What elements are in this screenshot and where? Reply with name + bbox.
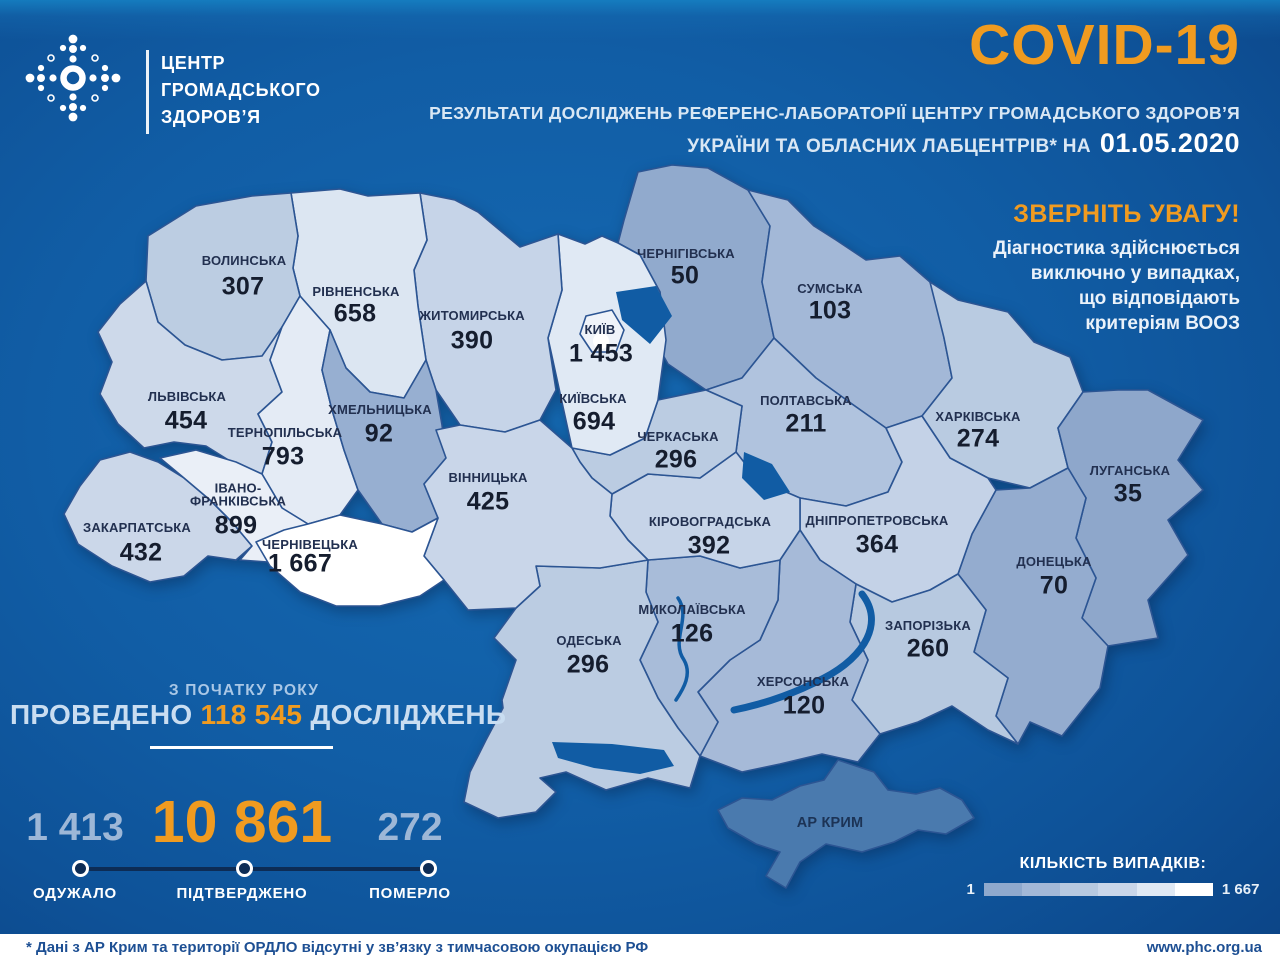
region-name-dnipro: ДНІПРОПЕТРОВСЬКА xyxy=(805,512,949,528)
region-name-luhansk: ЛУГАНСЬКА xyxy=(1089,462,1171,478)
region-crimea xyxy=(718,760,974,888)
stats-divider xyxy=(150,746,333,749)
region-value-lviv: 454 xyxy=(164,406,208,435)
logo-line-1: ЦЕНТР xyxy=(161,53,226,73)
tests-prefix: ПРОВЕДЕНО xyxy=(10,699,193,730)
region-name-kyiv_city: КИЇВ xyxy=(584,321,616,337)
region-value-sumy: 103 xyxy=(808,296,852,325)
timeline-dot-recovered xyxy=(72,860,89,877)
region-value-kyiv_obl: 694 xyxy=(572,407,616,436)
tests-suffix: ДОСЛІДЖЕНЬ xyxy=(310,699,507,730)
logo-line-2: ГРОМАДСЬКОГО xyxy=(161,80,321,100)
region-value-kirovohrad: 392 xyxy=(687,531,731,560)
region-value-rivne: 658 xyxy=(333,299,377,328)
region-value-vinnytsia: 425 xyxy=(466,487,510,516)
region-name-zhytomyr: ЖИТОМИРСЬКА xyxy=(419,307,525,323)
region-name-chernivtsi: ЧЕРНІВЕЦЬКА xyxy=(262,536,358,552)
region-name-chernihiv: ЧЕРНІГІВСЬКА xyxy=(637,245,735,261)
region-value-chernihiv: 50 xyxy=(670,261,700,290)
region-name-sumy: СУМСЬКА xyxy=(797,280,863,296)
legend-color-step xyxy=(984,883,1022,896)
region-value-odesa: 296 xyxy=(566,650,610,679)
legend-max: 1 667 xyxy=(1221,881,1260,898)
region-name-crimea: АР КРИМ xyxy=(796,814,864,831)
legend-color-step xyxy=(1060,883,1098,896)
tests-line xyxy=(10,699,507,731)
legend-color-step xyxy=(1175,883,1213,896)
page-title: COVID-19 xyxy=(969,13,1240,77)
region-name-zaporizhzhia: ЗАПОРІЗЬКА xyxy=(885,617,971,633)
subtitle-line-2-text: УКРАЇНИ ТА ОБЛАСНИХ ЛАБЦЕНТРІВ* НА xyxy=(687,136,1091,157)
region-name-rivne: РІВНЕНСЬКА xyxy=(312,283,400,299)
region-value-ternopil: 793 xyxy=(261,442,305,471)
website-link[interactable]: www.phc.org.ua xyxy=(1146,938,1262,956)
legend-gradient-bar xyxy=(984,883,1213,896)
region-name-lviv: ЛЬВІВСЬКА xyxy=(147,388,227,404)
region-value-ivano: 899 xyxy=(214,511,258,540)
attention-line: виключно у випадках, xyxy=(1030,263,1240,284)
region-name-donetsk: ДОНЕЦЬКА xyxy=(1016,553,1092,569)
region-value-khmelnytskyi: 92 xyxy=(364,419,394,448)
legend-color-step xyxy=(1098,883,1136,896)
died-label: ПОМЕРЛО xyxy=(369,885,451,902)
region-value-volyn: 307 xyxy=(221,272,265,301)
legend-row xyxy=(948,881,1278,898)
region-value-zakarpattia: 432 xyxy=(119,538,163,567)
report-date: 01.05.2020 xyxy=(1099,128,1240,158)
region-name-poltava: ПОЛТАВСЬКА xyxy=(760,392,852,408)
region-name-kharkiv: ХАРКІВСЬКА xyxy=(935,408,1021,424)
region-name-kherson: ХЕРСОНСЬКА xyxy=(756,673,850,689)
tests-count: 118 545 xyxy=(200,699,303,730)
region-name-cherkasy: ЧЕРКАСЬКА xyxy=(637,428,719,444)
attention-block xyxy=(993,200,1240,336)
region-value-dnipro: 364 xyxy=(855,530,899,559)
region-name-kirovohrad: КІРОВОГРАДСЬКА xyxy=(648,513,772,529)
region-name-ivano: ІВАНО- ФРАНКІВСЬКА xyxy=(189,480,287,508)
region-value-zhytomyr: 390 xyxy=(450,326,494,355)
region-value-mykolaiv: 126 xyxy=(670,619,714,648)
legend-color-step xyxy=(1022,883,1060,896)
region-name-mykolaiv: МИКОЛАЇВСЬКА xyxy=(638,601,746,617)
recovered-label: ОДУЖАЛО xyxy=(32,885,118,902)
region-value-cherkasy: 296 xyxy=(654,445,698,474)
region-value-kharkiv: 274 xyxy=(956,424,1000,453)
region-value-zaporizhzhia: 260 xyxy=(906,634,950,663)
footer-note: * Дані з АР Крим та території ОРДЛО відсутні у зв’язку з тимчасовою окупацією РФ xyxy=(26,938,649,956)
logo-line-3: ЗДОРОВ’Я xyxy=(161,107,261,127)
attention-line: що відповідають xyxy=(1078,288,1240,309)
timeline-dot-confirmed xyxy=(236,860,253,877)
subtitle-line-1: РЕЗУЛЬТАТИ ДОСЛІДЖЕНЬ РЕФЕРЕНС-ЛАБОРАТОРІЇ ЦЕНТРУ ГРОМАДСЬКОГО ЗДОРОВ’Я xyxy=(429,103,1240,123)
region-name-odesa: ОДЕСЬКА xyxy=(556,632,622,648)
legend-color-step xyxy=(1137,883,1175,896)
region-name-zakarpattia: ЗАКАРПАТСЬКА xyxy=(82,519,192,535)
recovered-count: 1 413 xyxy=(26,806,124,849)
footer-bar xyxy=(0,934,1280,960)
region-name-volyn: ВОЛИНСЬКА xyxy=(201,252,287,268)
region-value-donetsk: 70 xyxy=(1039,571,1069,600)
region-name-vinnytsia: ВІННИЦЬКА xyxy=(448,469,528,485)
confirmed-count: 10 861 xyxy=(151,789,333,855)
region-value-poltava: 211 xyxy=(785,409,827,438)
attention-line: критеріям ВООЗ xyxy=(1085,313,1240,334)
attention-title: ЗВЕРНІТЬ УВАГУ! xyxy=(1013,200,1240,228)
legend-min: 1 xyxy=(966,881,975,898)
region-name-khmelnytskyi: ХМЕЛЬНИЦЬКА xyxy=(328,401,432,417)
map-legend xyxy=(948,855,1278,898)
attention-line: Діагностика здійснюється xyxy=(993,238,1240,259)
died-count: 272 xyxy=(377,806,443,849)
timeline-dot-died xyxy=(420,860,437,877)
legend-title: КІЛЬКІСТЬ ВИПАДКІВ: xyxy=(1019,855,1207,872)
region-value-luhansk: 35 xyxy=(1113,479,1143,508)
region-value-chernivtsi: 1 667 xyxy=(267,549,333,578)
region-name-kyiv_obl: КИЇВСЬКА xyxy=(559,390,627,406)
region-value-kyiv_city: 1 453 xyxy=(568,339,634,368)
region-name-ternopil: ТЕРНОПІЛЬСЬКА xyxy=(227,424,343,440)
region-value-kherson: 120 xyxy=(782,691,826,720)
period-label: З ПОЧАТКУ РОКУ xyxy=(168,682,320,699)
kyiv-city-marker-icon xyxy=(593,333,609,349)
confirmed-label: ПІДТВЕРДЖЕНО xyxy=(176,885,308,902)
